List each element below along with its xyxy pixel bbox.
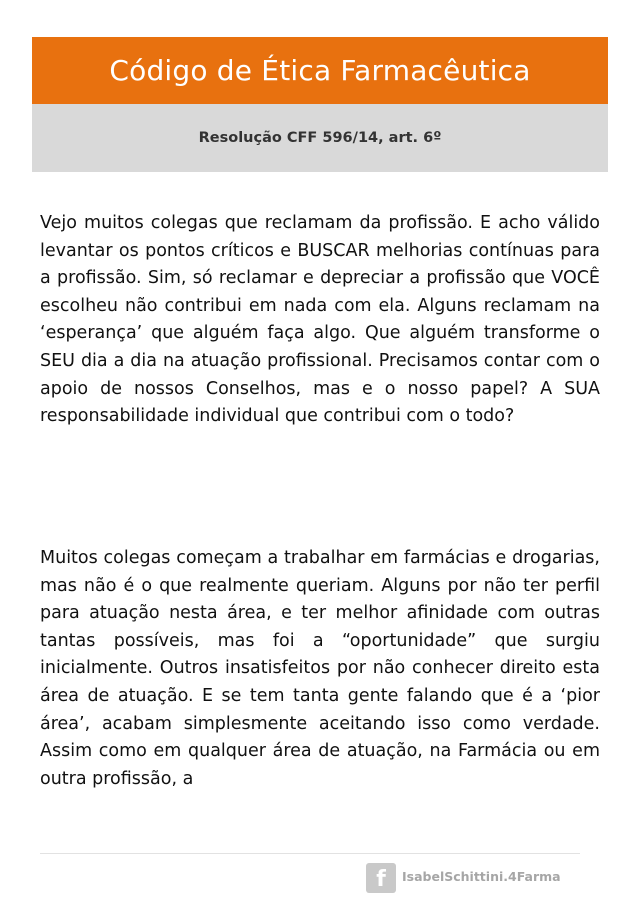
page-title [32, 37, 608, 104]
title-text: Código de Ética Farmacêutica [109, 54, 531, 87]
paragraph-2: Muitos colegas começam a trabalhar em farmácias e drogarias, mas não é o que realmente queriam. Alguns por não ter perfil para atuação nesta área, e ter melhor afinidade com outras tantas possíveis, mas foi a “oportunidade” que surgiu inicialmente. Outros insatisfeitos por não conhecer direito esta área de atuação. E se tem tanta gente falando que é a ‘pior área’, acabam simplesmente aceitando isso como verdade. Assim como em qualquer área de atuação, na Farmácia ou em outra profissão, a [40, 548, 600, 789]
footer-divider [40, 853, 580, 854]
footer-handle[interactable]: IsabelSchittini.4Farma [402, 869, 561, 884]
subtitle-text: Resolução CFF 596/14, art. 6º [198, 130, 442, 146]
subtitle-banner [32, 104, 608, 172]
paragraph-1: Vejo muitos colegas que reclamam da profissão. E acho válido levantar os pontos críticos e BUSCAR melhorias contínuas para a profissão. Sim, só reclamar e depreciar a profissão que VOCÊ escolheu não contribui em nada com ela. Alguns reclamam na ‘esperança’ que alguém faça algo. Que alguém transforme o SEU dia a dia na atuação profissional. Precisamos contar com o apoio de nossos Conselhos, mas e o nosso papel? A SUA responsabilidade individual que contribui com o todo? [40, 213, 600, 427]
facebook-icon[interactable]: f [366, 863, 396, 893]
